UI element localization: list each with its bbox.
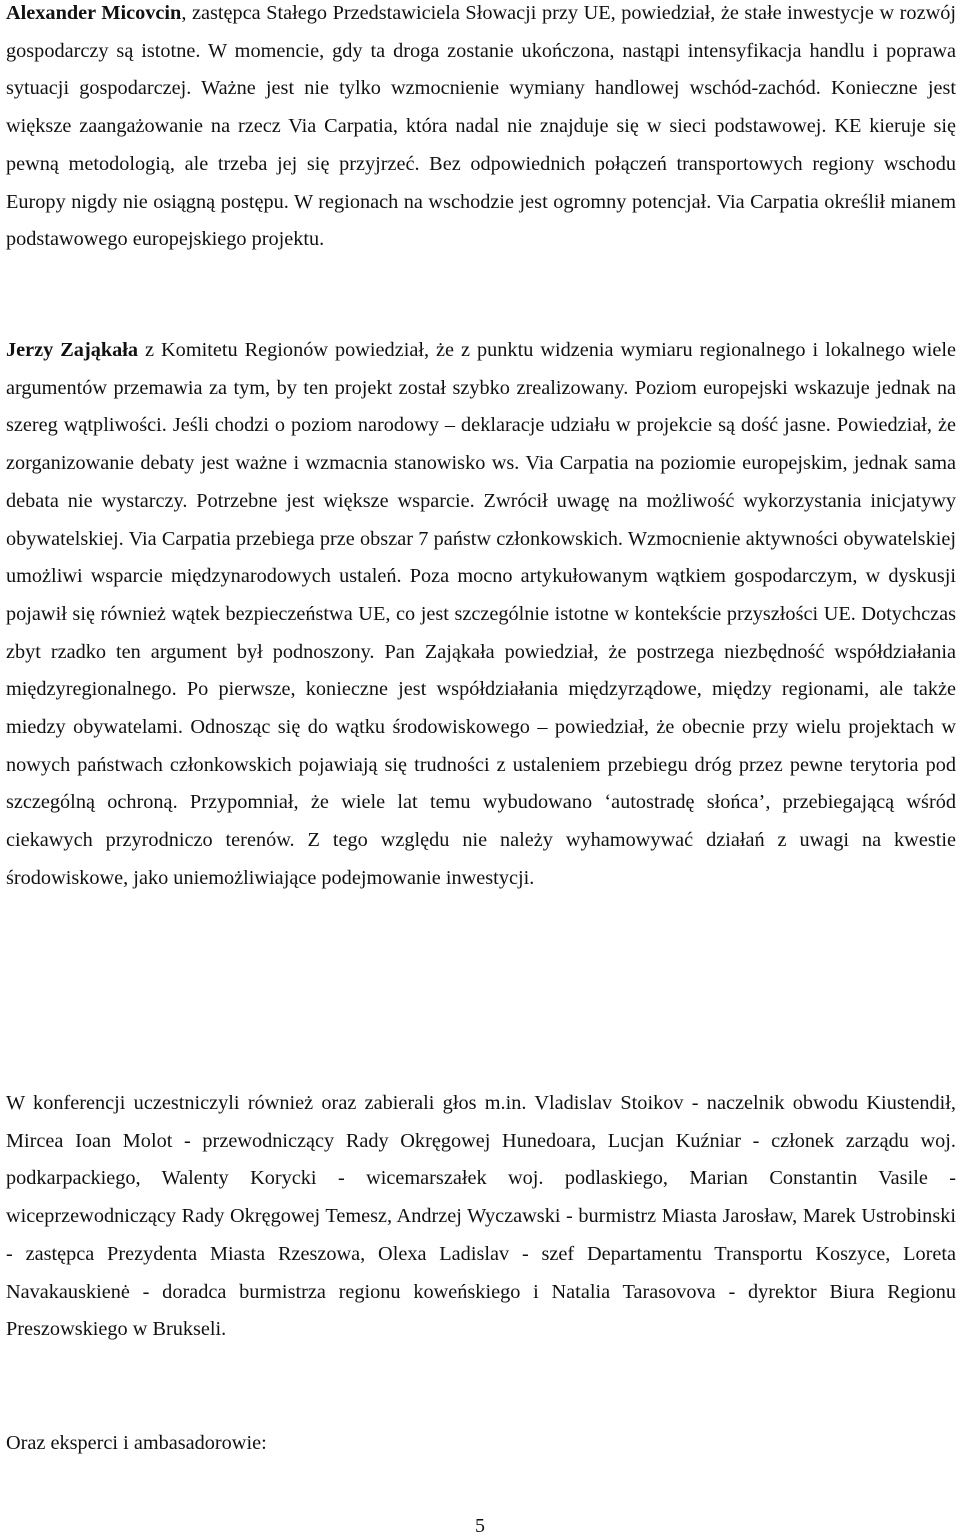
speaker-name: Jerzy Zająkała — [6, 339, 139, 361]
paragraph-experts-intro — [6, 1425, 956, 1463]
paragraph-micovcin — [6, 0, 956, 259]
paragraph-text: , zastępca Stałego Przedstawiciela Słowacji przy UE, powiedział, że stałe inwestycje w rozwój gospodarczy są istotne. W momencie, gdy ta droga zostanie ukończona, nastąpi intensyfikacja handlu i poprawa sytuacji gospodarczej. Ważne jest nie tylko wzmocnienie wymiany handlowej wschód-zachód. Konieczne jest większe zaangażowanie na rzecz Via Carpatia, która nadal nie znajduje się w sieci podstawowej. KE kieruje się pewną metodologią, ale trzeba jej się przyjrzeć. Bez odpowiednich połączeń transportowych regiony wschodu Europy nigdy nie osiągną postępu. W regionach na wschodzie jest ogromny potencjał. Via Carpatia określił mianem podstawowego europejskiego projektu. — [6, 2, 957, 251]
paragraph-text: Oraz eksperci i ambasadorowie: — [6, 1432, 267, 1454]
speaker-name: Alexander Micovcin — [6, 2, 182, 24]
paragraph-text: z Komitetu Regionów powiedział, że z punktu widzenia wymiaru regionalnego i lokalnego wiele argumentów przemawia za tym, by ten projekt został szybko zrealizowany. Poziom europejski wskazuje jednak na szereg wątpliwości. Jeśli chodzi o poziom narodowy – deklaracje udziału w projekcie są dość jasne. Powiedział, że zorganizowanie debaty jest ważne i wzmacnia stanowisko ws. Via Carpatia na poziomie europejskim, jednak sama debata nie wystarczy. Potrzebne jest większe wsparcie. Zwrócił uwagę na możliwość wykorzystania inicjatywy obywatelskiej. Via Carpatia przebiega prze obszar 7 państw członkowskich. Wzmocnienie aktywności obywatelskiej umożliwi wsparcie międzynarodowych ustaleń. Poza mocno artykułowanym wątkiem gospodarczym, w dyskusji pojawił się również wątek bezpieczeństwa UE, co jest szczególnie istotne w kontekście przyszłości UE. Dotychczas zbyt rzadko ten argument był podnoszony. Pan Zająkała powiedział, że postrzega niezbędność współdziałania międzyregionalnego. Po pierwsze, konieczne jest współdziałania międzyrządowe, między regionami, ale także miedzy obywatelami. Odnosząc się do wątku środowiskowego – powiedział, że obecnie przy wielu projektach w nowych państwach członkowskich pojawiają się trudności z ustaleniem przebiegu dróg przez pewne terytoria pod szczególną ochroną. Przypomniał, że wiele lat temu wybudowano ‘autostradę słońca’, przebiegającą wśród ciekawych przyrodniczo terenów. Z tego względu nie należy wyhamowywać działań z uwagi na kwestie środowiskowe, jako uniemożliwiające podejmowanie inwestycji. — [6, 339, 956, 889]
page-number: 5 — [475, 1515, 485, 1537]
paragraph-zajakala — [6, 332, 956, 898]
paragraph-text: W konferencji uczestniczyli również oraz zabierali głos m.in. Vladislav Stoikov - naczelnik obwodu Kiustendił, Mircea Ioan Molot - przewodniczący Rady Okręgowej Hunedoara, Lucjan Kuźniar - członek zarządu woj. podkarpackiego, Walenty Korycki - wicemarszałek woj. podlaskiego, Marian Constantin Vasile - wiceprzewodniczący Rady Okręgowej Temesz, Andrzej Wyczawski - burmistrz Miasta Jarosław, Marek Ustrobinski - zastępca Prezydenta Miasta Rzeszowa, Olexa Ladislav - szef Departamentu Transportu Koszyce, Loreta Navakauskienė - doradca burmistrza regionu koweńskiego i Natalia Tarasovova - dyrektor Biura Regionu Preszowskiego w Brukseli. — [6, 1092, 956, 1341]
paragraph-participants — [6, 1085, 956, 1349]
